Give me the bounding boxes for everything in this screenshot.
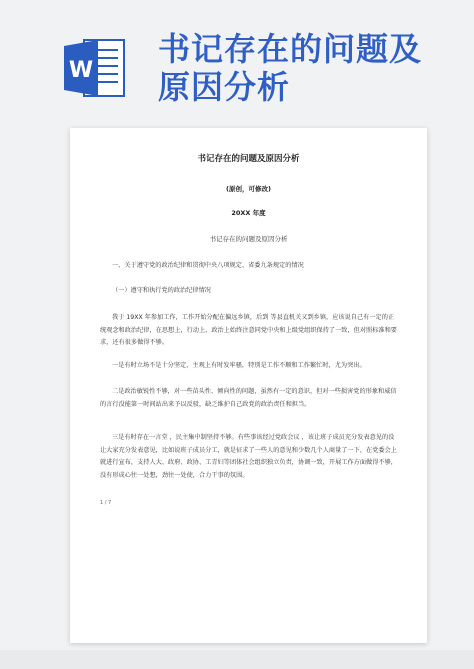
footer-band <box>0 650 474 669</box>
paragraph-subsection-heading: （一）遵守和执行党的政治纪律情况 <box>112 287 211 294</box>
banner <box>0 0 474 118</box>
document-meta-original: (原创，可修改) <box>226 185 271 193</box>
document-page <box>70 128 427 643</box>
paragraph-point-one: 一是有时立场不是十分坚定，主观上有时发牢骚，特别是工作不顺和工作繁忙时，尤为突出。 <box>112 362 366 369</box>
document-subtitle: 书记存在的问题及原因分析 <box>209 235 288 243</box>
paragraph-point-two: 二是政治敏锐性不够，对一些苗头性、倾向性的问题，虽然有一定的意识，但对一些损害党的形象和威信的言行没能第一时间站出来予以反驳，缺乏维护自己政党的政治责任和担当。 <box>100 388 397 408</box>
document-meta-year: 20XX 年度 <box>231 209 266 217</box>
document-title: 书记存在的问题及原因分析 <box>197 154 300 164</box>
banner-title <box>158 30 458 106</box>
paragraph-body: 我于 19XX 年参加工作，工作开始分配在偏远乡镇，后到 等县直机关又到乡镇，应该说自己有一定的正统观念和政治纪律，在思想上，行动上，政治上始终注意同党中央和上级党组织保持了一致，但对照标准和要求，还有很多做得不够。 <box>100 314 397 347</box>
banner-title-line-1: 书记存在的问题及 <box>158 30 423 68</box>
svg-text:W: W <box>68 58 94 83</box>
banner-title-line-2: 原因分析 <box>158 68 291 106</box>
paragraph-point-three: 三是有时存在一言堂 ，民主集中制坚持不够。有些事该经过党政会议 ，该让班子成员充分发表意见的没让大家充分发表意见，比如说班子成员分工，就是征求了一些人的意见和少数几个人商量了一下，在党委会上就进行宣布，支持人大、政府、政协、工青妇等团体社会组织独立负责，协调一致，开展工作方面做得不够，没有形成心往一处想，劲往一处使，合力干事的氛围。 <box>100 434 397 479</box>
word-document-icon <box>62 38 126 98</box>
paragraph-section-heading: 一、关于遵守党的政治纪律和贯彻中央八项规定、省委九条规定的情况 <box>112 262 304 269</box>
page-number: 1 / 7 <box>100 500 112 506</box>
